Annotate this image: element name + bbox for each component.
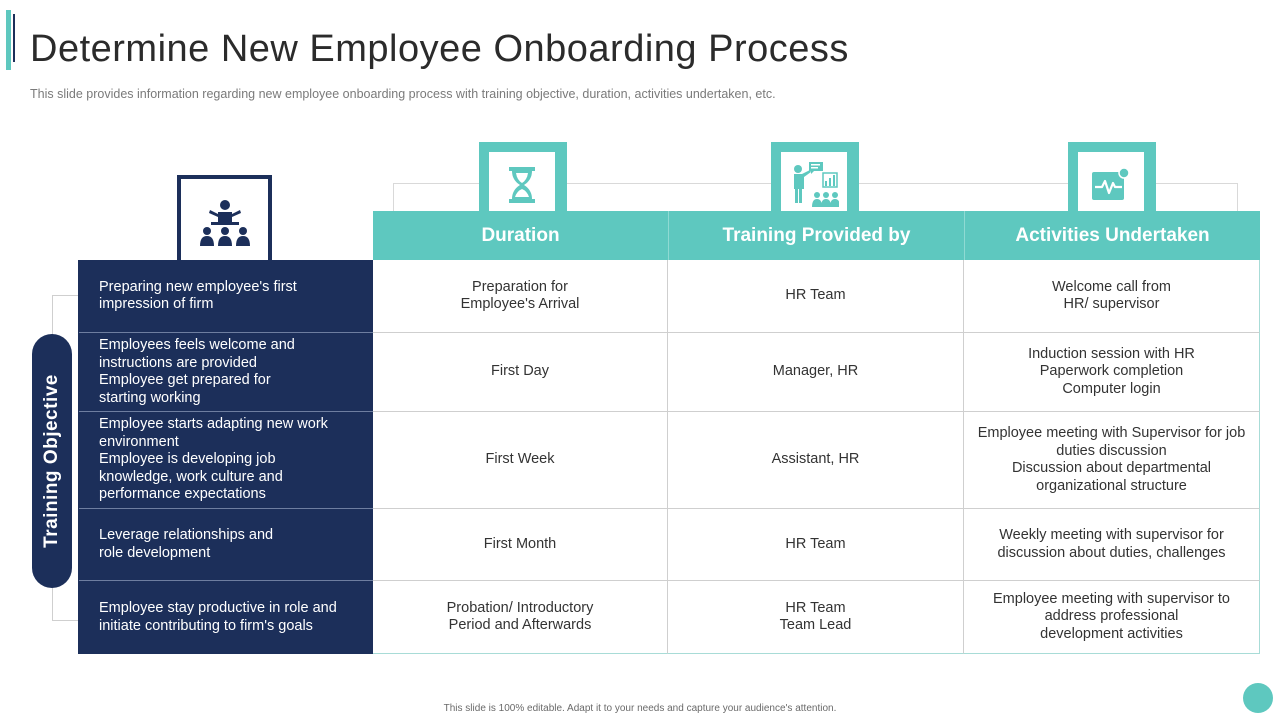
activity-monitor-icon bbox=[1091, 167, 1131, 203]
duration-cell-3: First Week bbox=[373, 412, 668, 509]
objective-text-3: Employee starts adapting new work environment Employee is developing job knowledge, work culture and performance expectations bbox=[99, 416, 328, 503]
objective-text-2: Employees feels welcome and instructions are provided Employee get prepared for starting working bbox=[99, 337, 295, 406]
column-header-duration: Duration bbox=[373, 211, 668, 260]
activities-icon-box bbox=[1068, 142, 1156, 220]
activities-cell-1: Welcome call from HR/ supervisor bbox=[964, 260, 1260, 333]
duration-cell-5: Probation/ Introductory Period and Afterwards bbox=[373, 581, 668, 654]
corner-dot bbox=[1243, 683, 1273, 713]
activities-cell-3: Employee meeting with Supervisor for job duties discussion Discussion about departmental organizational structure bbox=[964, 412, 1260, 509]
objective-cell-4 bbox=[78, 509, 373, 581]
footer-note: This slide is 100% editable. Adapt it to your needs and capture your audience's attention. bbox=[443, 703, 837, 714]
activities-cell-4: Weekly meeting with supervisor for discussion about duties, challenges bbox=[964, 509, 1260, 581]
objective-icon-box bbox=[177, 175, 272, 267]
page-title: Determine New Employee Onboarding Process bbox=[30, 28, 849, 70]
training-icon-box bbox=[771, 142, 859, 220]
activities-cell-2: Induction session with HR Paperwork completion Computer login bbox=[964, 333, 1260, 412]
training-cell-3: Assistant, HR bbox=[668, 412, 964, 509]
presenter-group-icon bbox=[198, 198, 252, 252]
trainer-presentation-icon bbox=[789, 161, 839, 209]
activities-cell-5: Employee meeting with supervisor to address professional development activities bbox=[964, 581, 1260, 654]
training-cell-2: Manager, HR bbox=[668, 333, 964, 412]
objective-text-1: Preparing new employee's first impression of firm bbox=[99, 278, 297, 312]
training-objective-pill bbox=[32, 334, 72, 588]
duration-cell-2: First Day bbox=[373, 333, 668, 412]
training-objective-label: Training Objective bbox=[41, 374, 62, 548]
hourglass-icon bbox=[507, 167, 537, 203]
title-accent-bar bbox=[6, 10, 11, 70]
objective-text-4: Leverage relationships and role development bbox=[99, 527, 274, 561]
duration-cell-1: Preparation for Employee's Arrival bbox=[373, 260, 668, 333]
objective-cell-1 bbox=[78, 260, 373, 333]
column-header-activities: Activities Undertaken bbox=[964, 211, 1260, 260]
objective-cell-5 bbox=[78, 581, 373, 654]
column-header-training: Training Provided by bbox=[668, 211, 964, 260]
objective-cell-2 bbox=[78, 333, 373, 412]
objective-text-5: Employee stay productive in role and initiate contributing to firm's goals bbox=[99, 600, 337, 634]
page-subtitle: This slide provides information regarding new employee onboarding process with training objective, duration, activities undertaken, etc. bbox=[30, 87, 776, 101]
title-accent-line bbox=[13, 14, 15, 62]
duration-cell-4: First Month bbox=[373, 509, 668, 581]
objective-cell-3 bbox=[78, 412, 373, 509]
duration-icon-box bbox=[479, 142, 567, 220]
training-cell-5: HR Team Team Lead bbox=[668, 581, 964, 654]
training-cell-4: HR Team bbox=[668, 509, 964, 581]
training-cell-1: HR Team bbox=[668, 260, 964, 333]
